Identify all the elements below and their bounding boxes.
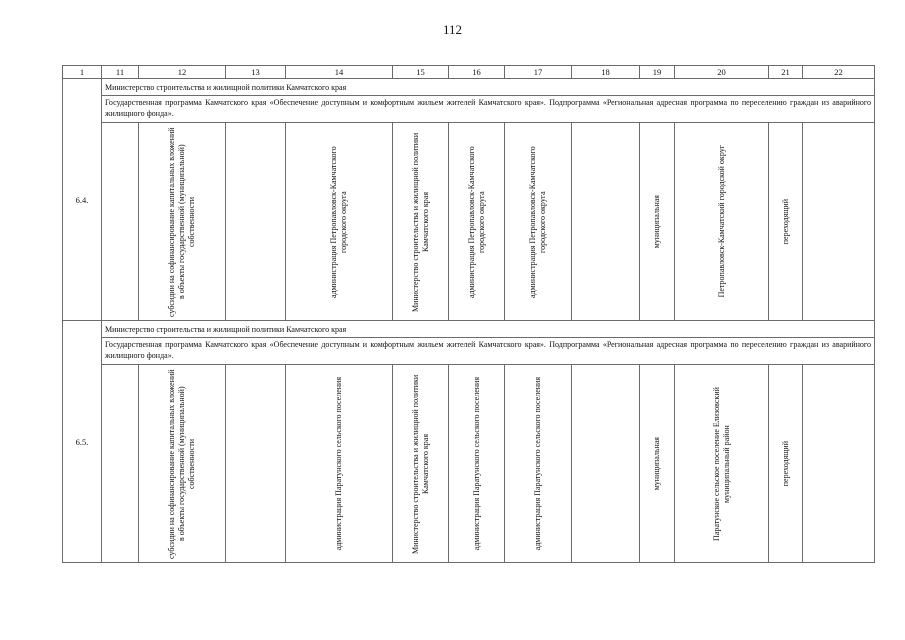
detail-row <box>63 365 875 563</box>
page-number: 112 <box>442 22 463 37</box>
header-cell: 16 <box>449 66 505 79</box>
ministry-row <box>63 321 875 338</box>
cell-c20: Петропавловск-Камчатский городской округ <box>675 123 769 321</box>
cell-c18 <box>572 365 640 563</box>
cell-c16: администрация Петропавловск-Камчатского городского округа <box>449 123 505 321</box>
cell-c15: Министерство строительства и жилищной политики Камчатского края <box>393 123 449 321</box>
program-row <box>63 96 875 123</box>
header-cell: 1 <box>63 66 102 79</box>
header-cell: 15 <box>393 66 449 79</box>
header-cell: 20 <box>675 66 769 79</box>
header-cell: 13 <box>226 66 286 79</box>
cell-c19: муниципальная <box>640 123 675 321</box>
program-cell: Государственная программа Камчатского края «Обеспечение доступным и комфортным жильем жителей Камчатского края». Подпрограмма «Региональная адресная программа по переселению граждан из аварийного жилищного фонда». <box>102 96 875 123</box>
cell-c11 <box>102 123 139 321</box>
data-table <box>62 65 875 563</box>
program-row <box>63 338 875 365</box>
cell-c15: Министерство строительства и жилищной политики Камчатского края <box>393 365 449 563</box>
header-cell: 19 <box>640 66 675 79</box>
cell-c16: администрация Паратунского сельского поселения <box>449 365 505 563</box>
cell-c22 <box>803 123 875 321</box>
cell-c19: муниципальная <box>640 365 675 563</box>
row-number: 6.5. <box>63 321 102 563</box>
cell-c18 <box>572 123 640 321</box>
ministry-cell: Министерство строительства и жилищной политики Камчатского края <box>102 321 875 338</box>
cell-c14: администрация Петропавловск-Камчатского городского округа <box>286 123 393 321</box>
cell-c22 <box>803 365 875 563</box>
row-number: 6.4. <box>63 79 102 321</box>
ministry-row <box>63 79 875 96</box>
cell-c21: переходящий <box>769 365 803 563</box>
cell-c14: администрация Паратунского сельского поселения <box>286 365 393 563</box>
cell-c21: переходящий <box>769 123 803 321</box>
cell-c17: администрация Паратунского сельского поселения <box>505 365 572 563</box>
cell-c13 <box>226 123 286 321</box>
header-cell: 22 <box>803 66 875 79</box>
cell-c13 <box>226 365 286 563</box>
header-cell: 11 <box>102 66 139 79</box>
header-cell: 21 <box>769 66 803 79</box>
cell-c17: администрация Петропавловск-Камчатского городского округа <box>505 123 572 321</box>
cell-c12: субсидии на софинансирование капитальных вложений в объекты государственной (муниципальной) собственности <box>139 365 226 563</box>
header-row <box>63 66 875 79</box>
detail-row <box>63 123 875 321</box>
program-cell: Государственная программа Камчатского края «Обеспечение доступным и комфортным жильем жителей Камчатского края». Подпрограмма «Региональная адресная программа по переселению граждан из аварийного жилищного фонда». <box>102 338 875 365</box>
cell-c20: Паратунское сельское поселение Елизовский муниципальный район <box>675 365 769 563</box>
cell-c12: субсидии на софинансирование капитальных вложений в объекты государственной (муниципальной) собственности <box>139 123 226 321</box>
ministry-cell: Министерство строительства и жилищной политики Камчатского края <box>102 79 875 96</box>
cell-c11 <box>102 365 139 563</box>
header-cell: 12 <box>139 66 226 79</box>
header-cell: 14 <box>286 66 393 79</box>
header-cell: 18 <box>572 66 640 79</box>
header-cell: 17 <box>505 66 572 79</box>
